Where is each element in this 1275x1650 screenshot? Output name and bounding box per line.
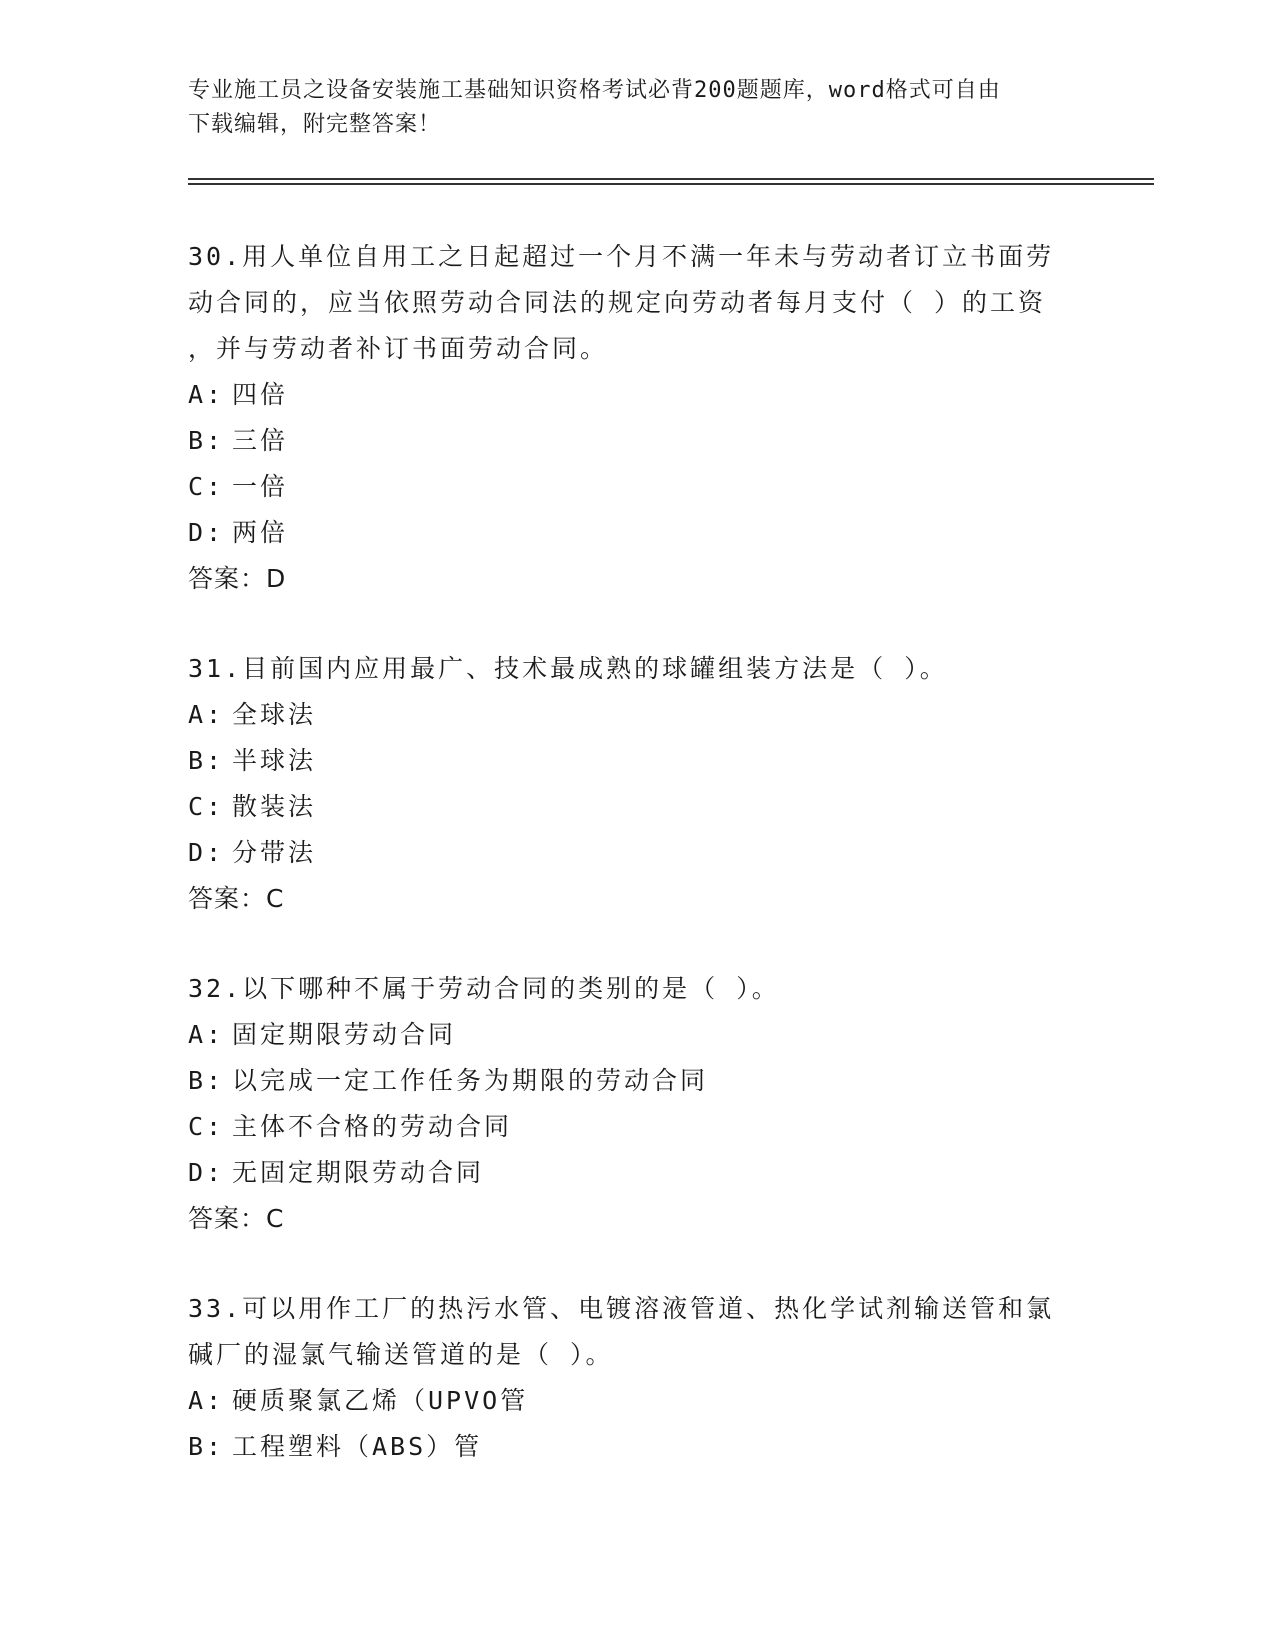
option-a	[188, 372, 1088, 418]
option-text: 四倍	[232, 380, 289, 409]
header-line-2: 下载编辑，附完整答案！	[188, 112, 442, 137]
question-text-line: 31.目前国内应用最广、技术最成熟的球罐组装方法是（ ）。	[188, 654, 948, 683]
option-letter: A:	[188, 1386, 225, 1415]
option-text: 固定期限劳动合同	[232, 1020, 457, 1049]
option-letter: C:	[188, 472, 225, 501]
option-letter: D:	[188, 838, 225, 867]
option-text: 分带法	[232, 838, 317, 867]
option-d	[188, 510, 1088, 556]
option-letter: C:	[188, 1112, 225, 1141]
option-text: 无固定期限劳动合同	[232, 1158, 485, 1187]
header-divider-bottom	[188, 183, 1154, 185]
option-letter: B:	[188, 746, 225, 775]
answer-line: 答案：C	[188, 1204, 285, 1233]
option-text: 半球法	[232, 746, 317, 775]
question-33	[188, 1286, 1088, 1470]
option-letter: B:	[188, 1432, 225, 1461]
option-letter: D:	[188, 1158, 225, 1187]
option-text: 工程塑料（ABS）管	[232, 1432, 483, 1461]
answer-line: 答案：D	[188, 564, 287, 593]
option-text: 两倍	[232, 518, 289, 547]
question-text-line: 32.以下哪种不属于劳动合同的类别的是（ ）。	[188, 974, 780, 1003]
option-text: 散装法	[232, 792, 317, 821]
answer-line: 答案：C	[188, 884, 285, 913]
option-c	[188, 784, 1088, 830]
question-text-line: 动合同的，应当依照劳动合同法的规定向劳动者每月支付（ ）的工资	[188, 288, 1047, 317]
option-letter: D:	[188, 518, 225, 547]
question-31	[188, 646, 1088, 922]
option-text: 一倍	[232, 472, 289, 501]
question-32	[188, 966, 1088, 1242]
question-text	[188, 646, 1088, 692]
option-text: 全球法	[232, 700, 317, 729]
option-a	[188, 1012, 1088, 1058]
question-text-line: 碱厂的湿氯气输送管道的是（ ）。	[188, 1340, 614, 1369]
option-c	[188, 464, 1088, 510]
question-30	[188, 234, 1088, 602]
option-a	[188, 692, 1088, 738]
option-d	[188, 830, 1088, 876]
question-text-line: 30.用人单位自用工之日起超过一个月不满一年未与劳动者订立书面劳	[188, 242, 1055, 271]
question-text	[188, 234, 1088, 372]
option-c	[188, 1104, 1088, 1150]
option-text: 硬质聚氯乙烯（UPVO管	[232, 1386, 529, 1415]
header-divider-top	[188, 178, 1154, 180]
option-letter: C:	[188, 792, 225, 821]
question-text-line: 33.可以用作工厂的热污水管、电镀溶液管道、热化学试剂输送管和氯	[188, 1294, 1055, 1323]
option-letter: A:	[188, 1020, 225, 1049]
option-d	[188, 1150, 1088, 1196]
question-text-line: ，并与劳动者补订书面劳动合同。	[188, 334, 609, 363]
option-text: 三倍	[232, 426, 289, 455]
option-letter: A:	[188, 700, 225, 729]
option-b	[188, 418, 1088, 464]
question-text	[188, 1286, 1088, 1378]
option-text: 以完成一定工作任务为期限的劳动合同	[232, 1066, 709, 1095]
option-b	[188, 1058, 1088, 1104]
option-b	[188, 738, 1088, 784]
option-a	[188, 1378, 1088, 1424]
option-letter: B:	[188, 1066, 225, 1095]
option-letter: B:	[188, 426, 225, 455]
option-b	[188, 1424, 1088, 1470]
question-text	[188, 966, 1088, 1012]
header-line-1: 专业施工员之设备安装施工基础知识资格考试必背200题题库，word格式可自由	[188, 78, 1001, 103]
option-letter: A:	[188, 380, 225, 409]
option-text: 主体不合格的劳动合同	[232, 1112, 513, 1141]
document-header	[188, 74, 1088, 142]
